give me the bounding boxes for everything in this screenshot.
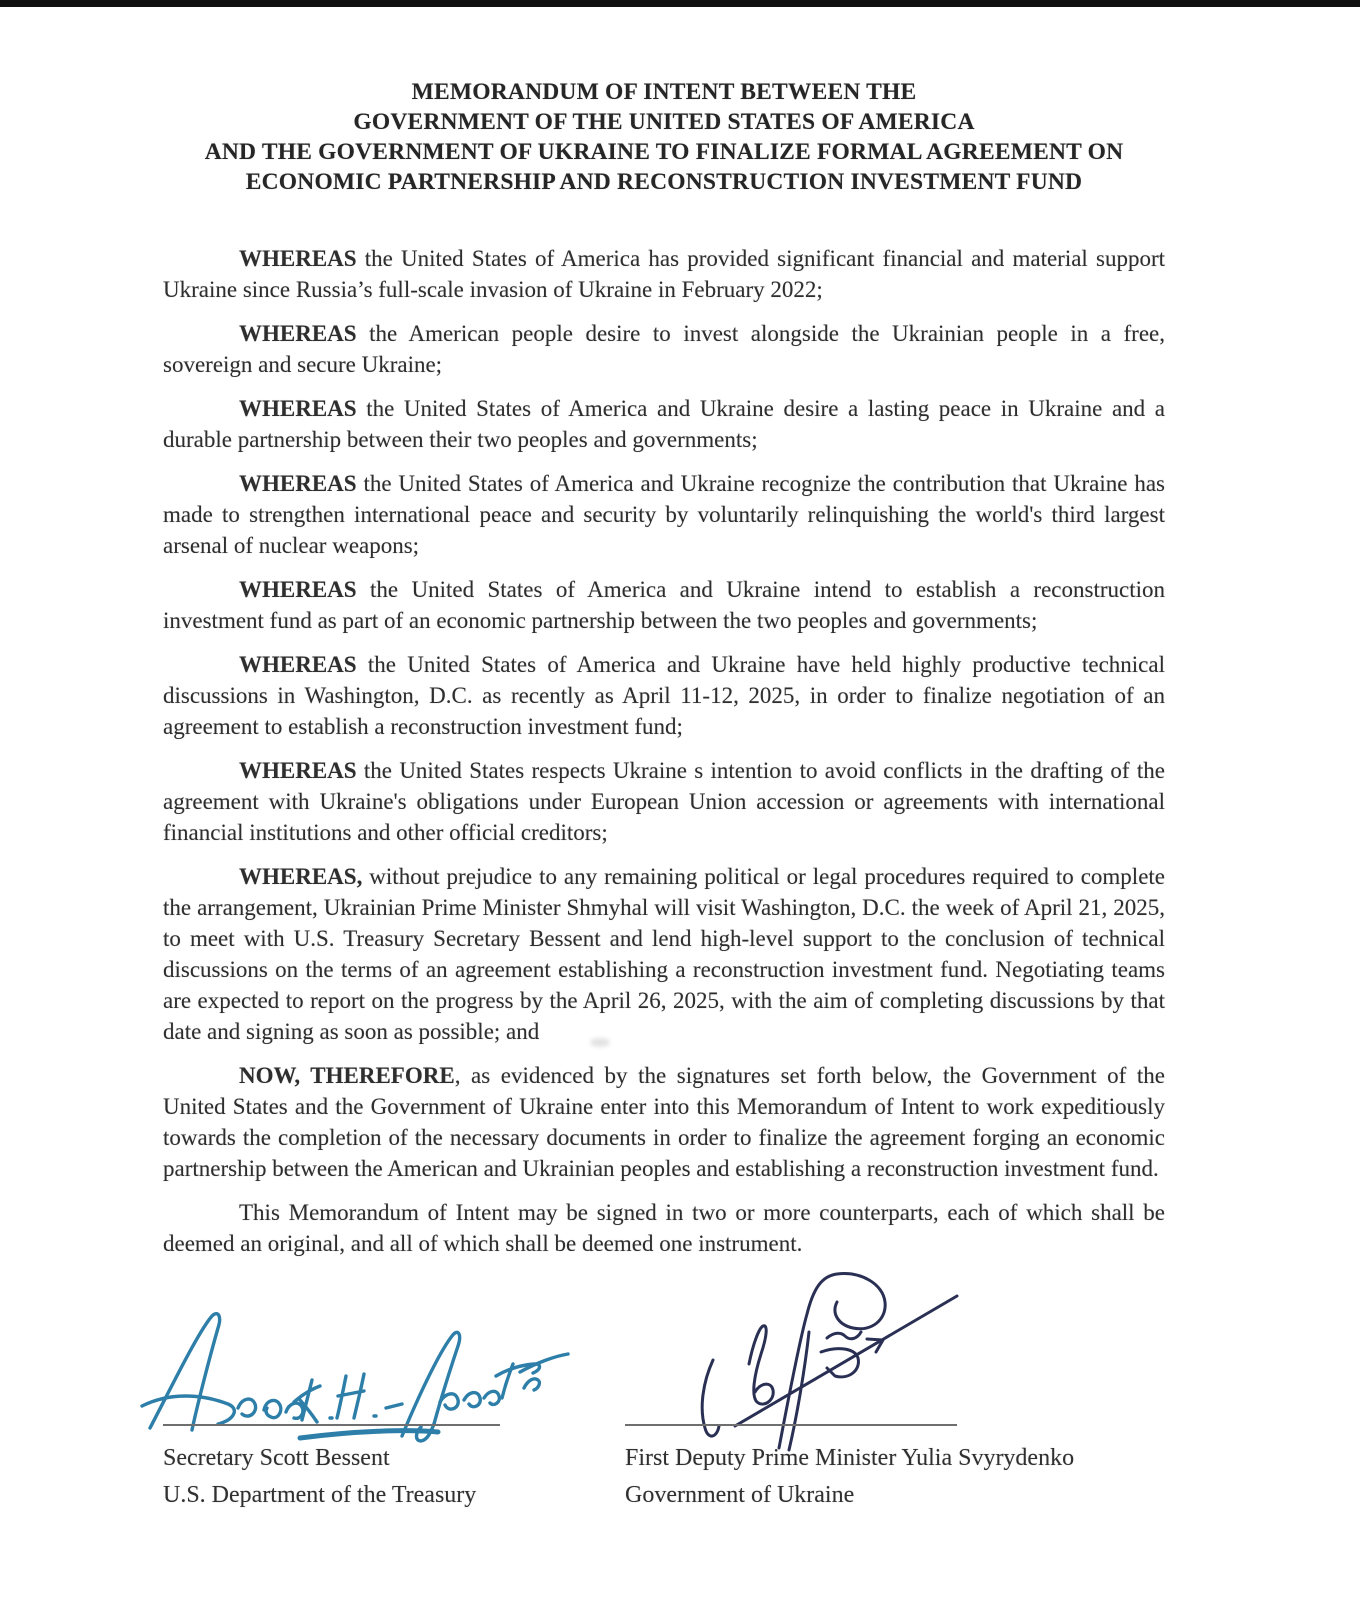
- document-page: [0, 77, 1360, 1602]
- title-line-3: AND THE GOVERNMENT OF UKRAINE TO FINALIZE FORMAL AGREEMENT ON: [204, 139, 1124, 165]
- bessent-name-label: Secretary Scott Bessent: [163, 1445, 390, 1471]
- screen-top-bar: [0, 0, 1360, 7]
- svyrydenko-name-label: First Deputy Prime Minister Yulia Svyrydenko: [625, 1445, 1075, 1471]
- counterparts-paragraph: [163, 1197, 1165, 1259]
- now-therefore-paragraph: [163, 1060, 1165, 1184]
- whereas-keyword: WHEREAS,: [239, 864, 363, 889]
- paragraph-text: the United States of America has provided significant financial and material support Ukraine since Russia’s full-scale invasion of Ukraine in February 2022;: [163, 246, 1165, 302]
- whereas-keyword: WHEREAS: [239, 321, 357, 346]
- whereas-keyword: WHEREAS: [239, 246, 357, 271]
- paragraph-text: without prejudice to any remaining political or legal procedures required to complete the arrangement, Ukrainian Prime Minister Shmyhal will visit Washington, D.C. the week of April 21, 2025, to meet with U.S. Treasury Secretary Bessent and lend high-level support to the conclusion of technical discussions on the terms of an agreement establishing a reconstruction investment fund. Negotiating teams are expected to report on the progress by the April 26, 2025, with the aim of completing discussions by that date and signing as soon as possible; and: [163, 864, 1165, 1044]
- paragraph-text: the United States of America and Ukraine have held highly productive technical discussions in Washington, D.C. as recently as April 11-12, 2025, in order to finalize negotiation of an agreement to establish a reconstruction investment fund;: [163, 652, 1165, 739]
- bessent-signature-strokes: [142, 1314, 568, 1441]
- bessent-signature-line: [163, 1424, 500, 1426]
- title-line-1: MEMORANDUM OF INTENT BETWEEN THE: [411, 79, 917, 105]
- paragraph-text: the United States of America and Ukraine recognize the contribution that Ukraine has made to strengthen international peace and security by voluntarily relinquishing the world's third largest arsenal of nuclear weapons;: [163, 471, 1165, 558]
- svyrydenko-signature-line: [625, 1424, 957, 1426]
- svyrydenko-signature-icon: [675, 1256, 965, 1452]
- signature-section: [163, 1272, 1165, 1602]
- whereas-paragraph-8: [163, 861, 1165, 1047]
- document-title: [163, 77, 1165, 197]
- treasury-department-label: U.S. Department of the Treasury: [163, 1482, 477, 1508]
- whereas-keyword: WHEREAS: [239, 652, 357, 677]
- whereas-keyword: WHEREAS: [239, 471, 357, 496]
- paragraph-text: the United States respects Ukraine s intention to avoid conflicts in the drafting of the agreement with Ukraine's obligations under European Union accession or agreements with international financial institutions and other official creditors;: [163, 758, 1165, 845]
- whereas-paragraph-5: [163, 574, 1165, 636]
- whereas-paragraph-7: [163, 755, 1165, 848]
- now-therefore-keyword: NOW, THEREFORE: [239, 1063, 455, 1088]
- paragraph-text: This Memorandum of Intent may be signed in two or more counterparts, each of which shall be deemed an original, and all of which shall be deemed one instrument.: [163, 1200, 1165, 1256]
- whereas-keyword: WHEREAS: [239, 758, 357, 783]
- whereas-paragraph-6: [163, 649, 1165, 742]
- paragraph-text: , as evidenced by the signatures set forth below, the Government of the United States and the Government of Ukraine enter into this Memorandum of Intent to work expeditiously towards the completion of the necessary documents in order to finalize the agreement forging an economic partnership between the American and Ukrainian peoples and establishing a reconstruction investment fund.: [163, 1063, 1165, 1181]
- whereas-paragraph-4: [163, 468, 1165, 561]
- whereas-keyword: WHEREAS: [239, 577, 357, 602]
- ukraine-government-label: Government of Ukraine: [625, 1482, 855, 1508]
- paragraph-text: the United States of America and Ukraine desire a lasting peace in Ukraine and a durable partnership between their two peoples and governments;: [163, 396, 1165, 452]
- whereas-paragraph-2: [163, 318, 1165, 380]
- whereas-paragraph-3: [163, 393, 1165, 455]
- document-body: [163, 243, 1165, 1259]
- whereas-paragraph-1: [163, 243, 1165, 305]
- scan-smudge-artifact: [590, 1038, 610, 1047]
- whereas-keyword: WHEREAS: [239, 396, 357, 421]
- title-line-4: ECONOMIC PARTNERSHIP AND RECONSTRUCTION INVESTMENT FUND: [245, 169, 1083, 195]
- title-line-2: GOVERNMENT OF THE UNITED STATES OF AMERICA: [353, 109, 975, 135]
- paragraph-text: the United States of America and Ukraine intend to establish a reconstruction investment fund as part of an economic partnership between the two peoples and governments;: [163, 577, 1165, 633]
- paragraph-text: the American people desire to invest alongside the Ukrainian people in a free, sovereign and secure Ukraine;: [163, 321, 1165, 377]
